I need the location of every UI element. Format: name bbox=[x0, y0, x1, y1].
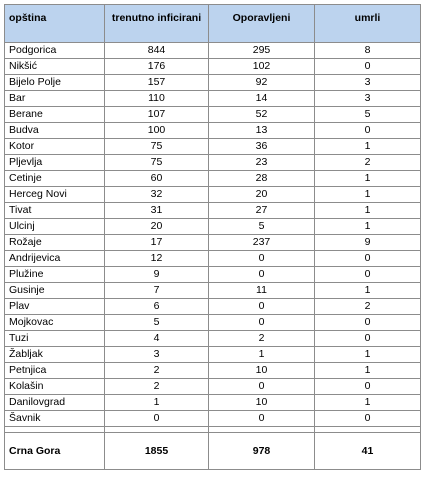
table-row bbox=[5, 347, 421, 363]
recovered-cell: 1 bbox=[209, 347, 315, 363]
table-row bbox=[5, 235, 421, 251]
infected-cell: 2 bbox=[105, 379, 209, 395]
total-deceased: 41 bbox=[315, 433, 421, 470]
deceased-cell: 1 bbox=[315, 219, 421, 235]
table-row bbox=[5, 203, 421, 219]
municipality-cell: Cetinje bbox=[5, 171, 105, 187]
deceased-cell: 0 bbox=[315, 411, 421, 427]
table-row bbox=[5, 139, 421, 155]
infected-cell: 7 bbox=[105, 283, 209, 299]
recovered-cell: 23 bbox=[209, 155, 315, 171]
deceased-cell: 0 bbox=[315, 251, 421, 267]
municipality-cell: Danilovgrad bbox=[5, 395, 105, 411]
deceased-cell: 0 bbox=[315, 267, 421, 283]
municipality-cell: Pljevlja bbox=[5, 155, 105, 171]
table-row bbox=[5, 331, 421, 347]
table-row bbox=[5, 75, 421, 91]
recovered-cell: 20 bbox=[209, 187, 315, 203]
infected-cell: 5 bbox=[105, 315, 209, 331]
table-row bbox=[5, 107, 421, 123]
recovered-cell: 5 bbox=[209, 219, 315, 235]
table-row bbox=[5, 59, 421, 75]
infected-cell: 100 bbox=[105, 123, 209, 139]
deceased-cell: 2 bbox=[315, 299, 421, 315]
infected-cell: 1 bbox=[105, 395, 209, 411]
municipality-cell: Bijelo Polje bbox=[5, 75, 105, 91]
municipality-cell: Rožaje bbox=[5, 235, 105, 251]
table-row bbox=[5, 283, 421, 299]
header-municipality: opština bbox=[5, 5, 105, 43]
header-deceased: umrli bbox=[315, 5, 421, 43]
infected-cell: 2 bbox=[105, 363, 209, 379]
deceased-cell: 1 bbox=[315, 171, 421, 187]
table-row bbox=[5, 379, 421, 395]
table-row bbox=[5, 267, 421, 283]
infected-cell: 110 bbox=[105, 91, 209, 107]
municipality-cell: Gusinje bbox=[5, 283, 105, 299]
municipality-cell: Kotor bbox=[5, 139, 105, 155]
deceased-cell: 1 bbox=[315, 283, 421, 299]
municipality-cell: Podgorica bbox=[5, 43, 105, 59]
infected-cell: 60 bbox=[105, 171, 209, 187]
municipality-cell: Tuzi bbox=[5, 331, 105, 347]
header-row bbox=[5, 5, 421, 43]
recovered-cell: 0 bbox=[209, 315, 315, 331]
recovered-cell: 11 bbox=[209, 283, 315, 299]
municipality-cell: Nikšić bbox=[5, 59, 105, 75]
municipality-cell: Šavnik bbox=[5, 411, 105, 427]
table-row bbox=[5, 395, 421, 411]
municipality-cell: Kolašin bbox=[5, 379, 105, 395]
deceased-cell: 8 bbox=[315, 43, 421, 59]
municipality-cell: Budva bbox=[5, 123, 105, 139]
municipality-cell: Žabljak bbox=[5, 347, 105, 363]
total-recovered: 978 bbox=[209, 433, 315, 470]
deceased-cell: 0 bbox=[315, 379, 421, 395]
recovered-cell: 92 bbox=[209, 75, 315, 91]
table-row bbox=[5, 411, 421, 427]
infected-cell: 9 bbox=[105, 267, 209, 283]
table-row bbox=[5, 171, 421, 187]
infected-cell: 31 bbox=[105, 203, 209, 219]
recovered-cell: 13 bbox=[209, 123, 315, 139]
recovered-cell: 295 bbox=[209, 43, 315, 59]
recovered-cell: 10 bbox=[209, 395, 315, 411]
deceased-cell: 1 bbox=[315, 139, 421, 155]
table-row bbox=[5, 43, 421, 59]
deceased-cell: 0 bbox=[315, 315, 421, 331]
municipality-cell: Plužine bbox=[5, 267, 105, 283]
infected-cell: 0 bbox=[105, 411, 209, 427]
infected-cell: 17 bbox=[105, 235, 209, 251]
deceased-cell: 1 bbox=[315, 395, 421, 411]
deceased-cell: 0 bbox=[315, 331, 421, 347]
deceased-cell: 3 bbox=[315, 91, 421, 107]
deceased-cell: 0 bbox=[315, 59, 421, 75]
table-row bbox=[5, 123, 421, 139]
municipality-cell: Plav bbox=[5, 299, 105, 315]
table-row bbox=[5, 315, 421, 331]
table-row bbox=[5, 219, 421, 235]
infected-cell: 75 bbox=[105, 139, 209, 155]
deceased-cell: 1 bbox=[315, 363, 421, 379]
deceased-cell: 5 bbox=[315, 107, 421, 123]
municipality-table bbox=[4, 4, 421, 470]
infected-cell: 6 bbox=[105, 299, 209, 315]
table-row bbox=[5, 155, 421, 171]
recovered-cell: 0 bbox=[209, 379, 315, 395]
recovered-cell: 0 bbox=[209, 299, 315, 315]
recovered-cell: 52 bbox=[209, 107, 315, 123]
recovered-cell: 10 bbox=[209, 363, 315, 379]
total-row bbox=[5, 433, 421, 470]
table-row bbox=[5, 299, 421, 315]
infected-cell: 157 bbox=[105, 75, 209, 91]
recovered-cell: 27 bbox=[209, 203, 315, 219]
covid-table-container bbox=[4, 4, 421, 470]
recovered-cell: 2 bbox=[209, 331, 315, 347]
municipality-cell: Tivat bbox=[5, 203, 105, 219]
municipality-cell: Bar bbox=[5, 91, 105, 107]
recovered-cell: 28 bbox=[209, 171, 315, 187]
recovered-cell: 102 bbox=[209, 59, 315, 75]
infected-cell: 75 bbox=[105, 155, 209, 171]
municipality-cell: Andrijevica bbox=[5, 251, 105, 267]
infected-cell: 32 bbox=[105, 187, 209, 203]
municipality-cell: Herceg Novi bbox=[5, 187, 105, 203]
deceased-cell: 1 bbox=[315, 203, 421, 219]
recovered-cell: 237 bbox=[209, 235, 315, 251]
deceased-cell: 0 bbox=[315, 123, 421, 139]
infected-cell: 176 bbox=[105, 59, 209, 75]
infected-cell: 20 bbox=[105, 219, 209, 235]
recovered-cell: 0 bbox=[209, 251, 315, 267]
infected-cell: 844 bbox=[105, 43, 209, 59]
infected-cell: 3 bbox=[105, 347, 209, 363]
header-recovered: Oporavljeni bbox=[209, 5, 315, 43]
table-row bbox=[5, 251, 421, 267]
recovered-cell: 14 bbox=[209, 91, 315, 107]
deceased-cell: 2 bbox=[315, 155, 421, 171]
recovered-cell: 0 bbox=[209, 411, 315, 427]
deceased-cell: 1 bbox=[315, 187, 421, 203]
municipality-cell: Berane bbox=[5, 107, 105, 123]
municipality-cell: Mojkovac bbox=[5, 315, 105, 331]
deceased-cell: 3 bbox=[315, 75, 421, 91]
table-row bbox=[5, 363, 421, 379]
deceased-cell: 9 bbox=[315, 235, 421, 251]
total-infected: 1855 bbox=[105, 433, 209, 470]
deceased-cell: 1 bbox=[315, 347, 421, 363]
recovered-cell: 0 bbox=[209, 267, 315, 283]
table-row bbox=[5, 187, 421, 203]
infected-cell: 107 bbox=[105, 107, 209, 123]
municipality-cell: Ulcinj bbox=[5, 219, 105, 235]
recovered-cell: 36 bbox=[209, 139, 315, 155]
infected-cell: 4 bbox=[105, 331, 209, 347]
table-row bbox=[5, 91, 421, 107]
municipality-cell: Petnjica bbox=[5, 363, 105, 379]
total-label: Crna Gora bbox=[5, 433, 105, 470]
infected-cell: 12 bbox=[105, 251, 209, 267]
header-currently-infected: trenutno inficirani bbox=[105, 5, 209, 43]
